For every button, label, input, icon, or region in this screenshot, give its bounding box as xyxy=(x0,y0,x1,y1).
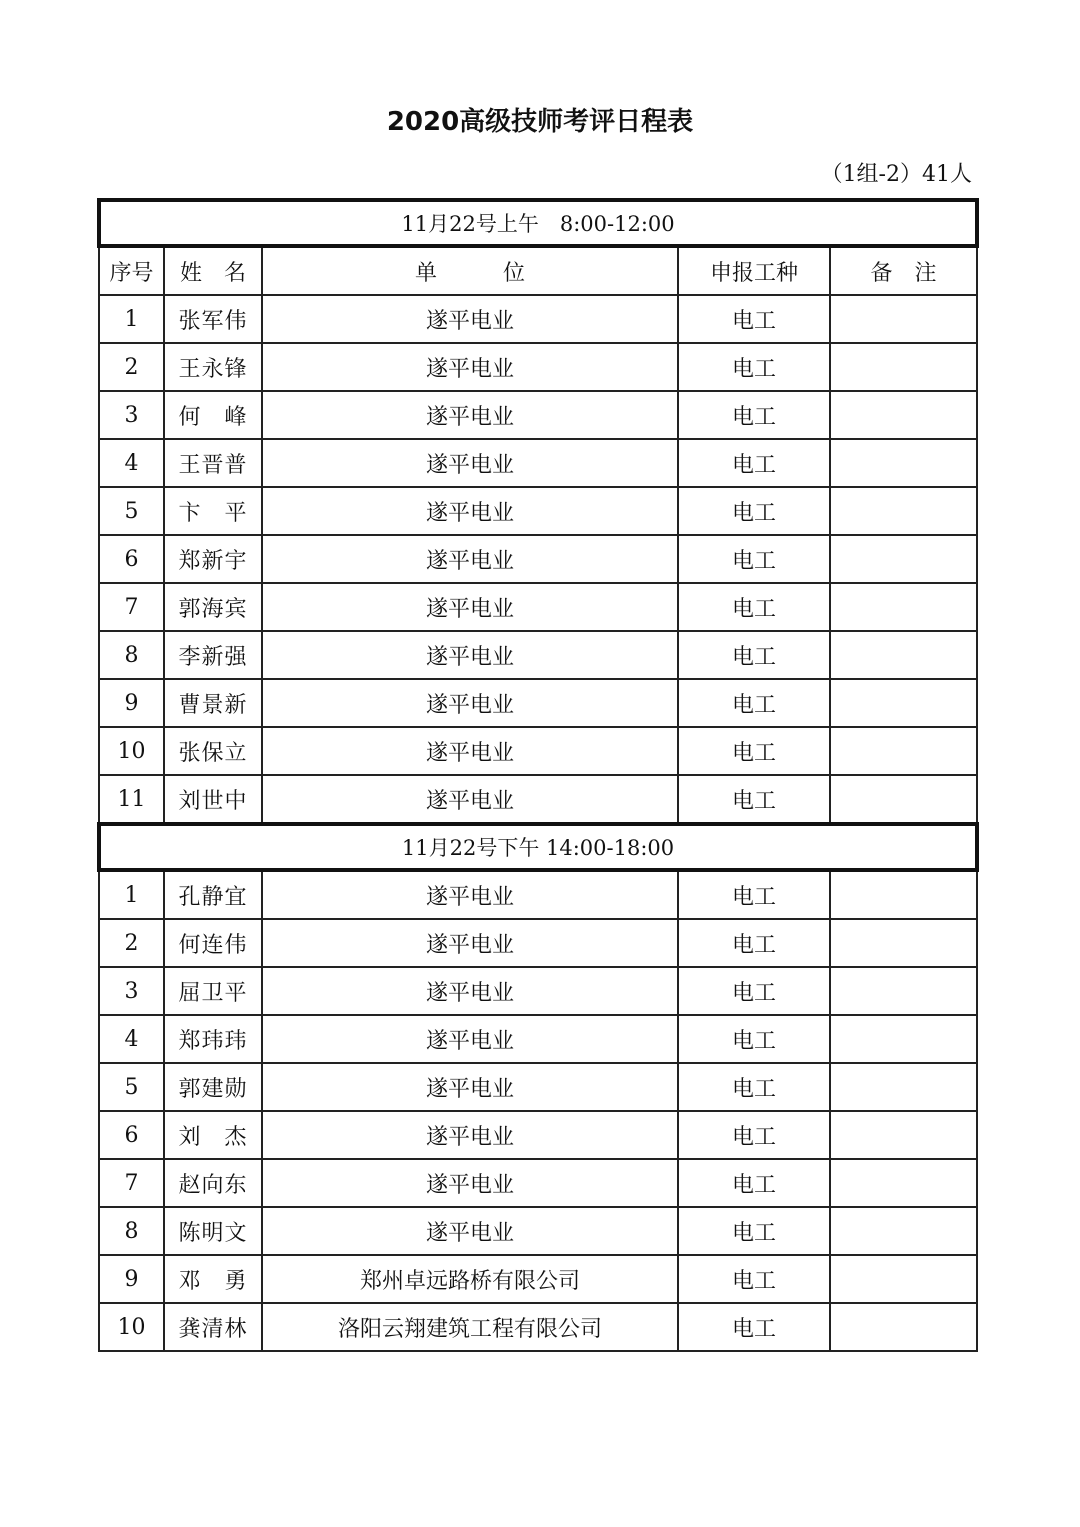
unit-cell: 遂平电业 xyxy=(262,727,678,775)
remark-cell xyxy=(830,1063,977,1111)
session-label: 11月22号上午 8:00-12:00 xyxy=(99,200,977,246)
trade-cell: 电工 xyxy=(678,487,830,535)
trade-cell: 电工 xyxy=(678,295,830,343)
seq-cell: 5 xyxy=(99,487,164,535)
remark-cell xyxy=(830,535,977,583)
name-cell: 卞 平 xyxy=(164,487,262,535)
trade-cell: 电工 xyxy=(678,391,830,439)
remark-cell xyxy=(830,967,977,1015)
seq-cell: 10 xyxy=(99,727,164,775)
seq-cell: 8 xyxy=(99,1207,164,1255)
seq-cell: 4 xyxy=(99,1015,164,1063)
table-row xyxy=(99,870,977,919)
name-cell: 张军伟 xyxy=(164,295,262,343)
page-title: 2020高级技师考评日程表 xyxy=(386,107,694,137)
unit-cell: 遂平电业 xyxy=(262,583,678,631)
name-cell: 陈明文 xyxy=(164,1207,262,1255)
name-cell: 邓 勇 xyxy=(164,1255,262,1303)
unit-cell: 遂平电业 xyxy=(262,295,678,343)
trade-cell: 电工 xyxy=(678,583,830,631)
table-row xyxy=(99,295,977,343)
remark-cell xyxy=(830,343,977,391)
unit-cell: 遂平电业 xyxy=(262,631,678,679)
seq-cell: 3 xyxy=(99,967,164,1015)
trade-cell: 电工 xyxy=(678,535,830,583)
trade-cell: 电工 xyxy=(678,439,830,487)
name-cell: 何 峰 xyxy=(164,391,262,439)
seq-cell: 1 xyxy=(99,295,164,343)
table-row xyxy=(99,439,977,487)
table-row xyxy=(99,1207,977,1255)
unit-cell: 遂平电业 xyxy=(262,1159,678,1207)
header-trade: 申报工种 xyxy=(678,246,830,295)
trade-cell: 电工 xyxy=(678,1207,830,1255)
seq-cell: 7 xyxy=(99,1159,164,1207)
name-cell: 刘 杰 xyxy=(164,1111,262,1159)
table-row xyxy=(99,535,977,583)
remark-cell xyxy=(830,1303,977,1351)
unit-cell: 遂平电业 xyxy=(262,967,678,1015)
trade-cell: 电工 xyxy=(678,727,830,775)
seq-cell: 8 xyxy=(99,631,164,679)
trade-cell: 电工 xyxy=(678,1159,830,1207)
name-cell: 赵向东 xyxy=(164,1159,262,1207)
unit-cell: 遂平电业 xyxy=(262,1063,678,1111)
trade-cell: 电工 xyxy=(678,1255,830,1303)
table-row xyxy=(99,391,977,439)
table-row xyxy=(99,1063,977,1111)
remark-cell xyxy=(830,583,977,631)
unit-cell: 遂平电业 xyxy=(262,679,678,727)
trade-cell: 电工 xyxy=(678,343,830,391)
unit-cell: 遂平电业 xyxy=(262,439,678,487)
trade-cell: 电工 xyxy=(678,679,830,727)
unit-cell: 遂平电业 xyxy=(262,1015,678,1063)
table-row xyxy=(99,919,977,967)
remark-cell xyxy=(830,631,977,679)
unit-cell: 遂平电业 xyxy=(262,535,678,583)
table-row xyxy=(99,1159,977,1207)
unit-cell: 遂平电业 xyxy=(262,870,678,919)
unit-cell: 遂平电业 xyxy=(262,919,678,967)
seq-cell: 9 xyxy=(99,1255,164,1303)
table-row xyxy=(99,343,977,391)
name-cell: 龚清林 xyxy=(164,1303,262,1351)
session-label: 11月22号下午 14:00-18:00 xyxy=(99,824,977,870)
header-name: 姓 名 xyxy=(164,246,262,295)
table-row xyxy=(99,775,977,824)
seq-cell: 11 xyxy=(99,775,164,824)
seq-cell: 5 xyxy=(99,1063,164,1111)
trade-cell: 电工 xyxy=(678,1063,830,1111)
remark-cell xyxy=(830,1255,977,1303)
remark-cell xyxy=(830,1207,977,1255)
remark-cell xyxy=(830,727,977,775)
trade-cell: 电工 xyxy=(678,1303,830,1351)
name-cell: 刘世中 xyxy=(164,775,262,824)
unit-cell: 遂平电业 xyxy=(262,775,678,824)
unit-cell: 遂平电业 xyxy=(262,343,678,391)
name-cell: 王晋普 xyxy=(164,439,262,487)
name-cell: 郑玮玮 xyxy=(164,1015,262,1063)
name-cell: 曹景新 xyxy=(164,679,262,727)
schedule-table xyxy=(97,198,979,1352)
remark-cell xyxy=(830,1111,977,1159)
name-cell: 郭海宾 xyxy=(164,583,262,631)
remark-cell xyxy=(830,439,977,487)
unit-cell: 遂平电业 xyxy=(262,487,678,535)
schedule-body xyxy=(99,200,977,1351)
table-row xyxy=(99,487,977,535)
unit-cell: 遂平电业 xyxy=(262,1111,678,1159)
seq-cell: 9 xyxy=(99,679,164,727)
name-cell: 郑新宇 xyxy=(164,535,262,583)
table-row xyxy=(99,1303,977,1351)
name-cell: 王永锋 xyxy=(164,343,262,391)
session-row xyxy=(99,200,977,246)
session-row xyxy=(99,824,977,870)
name-cell: 张保立 xyxy=(164,727,262,775)
header-unit: 单 位 xyxy=(262,246,678,295)
trade-cell: 电工 xyxy=(678,1111,830,1159)
header-row xyxy=(99,246,977,295)
name-cell: 李新强 xyxy=(164,631,262,679)
seq-cell: 2 xyxy=(99,919,164,967)
remark-cell xyxy=(830,679,977,727)
header-remark: 备 注 xyxy=(830,246,977,295)
trade-cell: 电工 xyxy=(678,631,830,679)
trade-cell: 电工 xyxy=(678,919,830,967)
seq-cell: 6 xyxy=(99,535,164,583)
remark-cell xyxy=(830,487,977,535)
name-cell: 孔静宜 xyxy=(164,870,262,919)
remark-cell xyxy=(830,870,977,919)
unit-cell: 遂平电业 xyxy=(262,391,678,439)
seq-cell: 3 xyxy=(99,391,164,439)
unit-cell: 洛阳云翔建筑工程有限公司 xyxy=(262,1303,678,1351)
table-row xyxy=(99,727,977,775)
remark-cell xyxy=(830,391,977,439)
header-seq: 序号 xyxy=(99,246,164,295)
seq-cell: 7 xyxy=(99,583,164,631)
unit-cell: 郑州卓远路桥有限公司 xyxy=(262,1255,678,1303)
table-row xyxy=(99,967,977,1015)
trade-cell: 电工 xyxy=(678,870,830,919)
remark-cell xyxy=(830,1015,977,1063)
table-row xyxy=(99,1111,977,1159)
table-row xyxy=(99,679,977,727)
remark-cell xyxy=(830,295,977,343)
seq-cell: 1 xyxy=(99,870,164,919)
table-row xyxy=(99,631,977,679)
remark-cell xyxy=(830,1159,977,1207)
table-row xyxy=(99,1015,977,1063)
trade-cell: 电工 xyxy=(678,775,830,824)
table-row xyxy=(99,583,977,631)
trade-cell: 电工 xyxy=(678,967,830,1015)
remark-cell xyxy=(830,775,977,824)
seq-cell: 2 xyxy=(99,343,164,391)
unit-cell: 遂平电业 xyxy=(262,1207,678,1255)
seq-cell: 4 xyxy=(99,439,164,487)
table-row xyxy=(99,1255,977,1303)
remark-cell xyxy=(830,919,977,967)
name-cell: 何连伟 xyxy=(164,919,262,967)
seq-cell: 10 xyxy=(99,1303,164,1351)
trade-cell: 电工 xyxy=(678,1015,830,1063)
name-cell: 屈卫平 xyxy=(164,967,262,1015)
group-note: （1组-2）41人 xyxy=(820,162,972,187)
name-cell: 郭建勋 xyxy=(164,1063,262,1111)
seq-cell: 6 xyxy=(99,1111,164,1159)
